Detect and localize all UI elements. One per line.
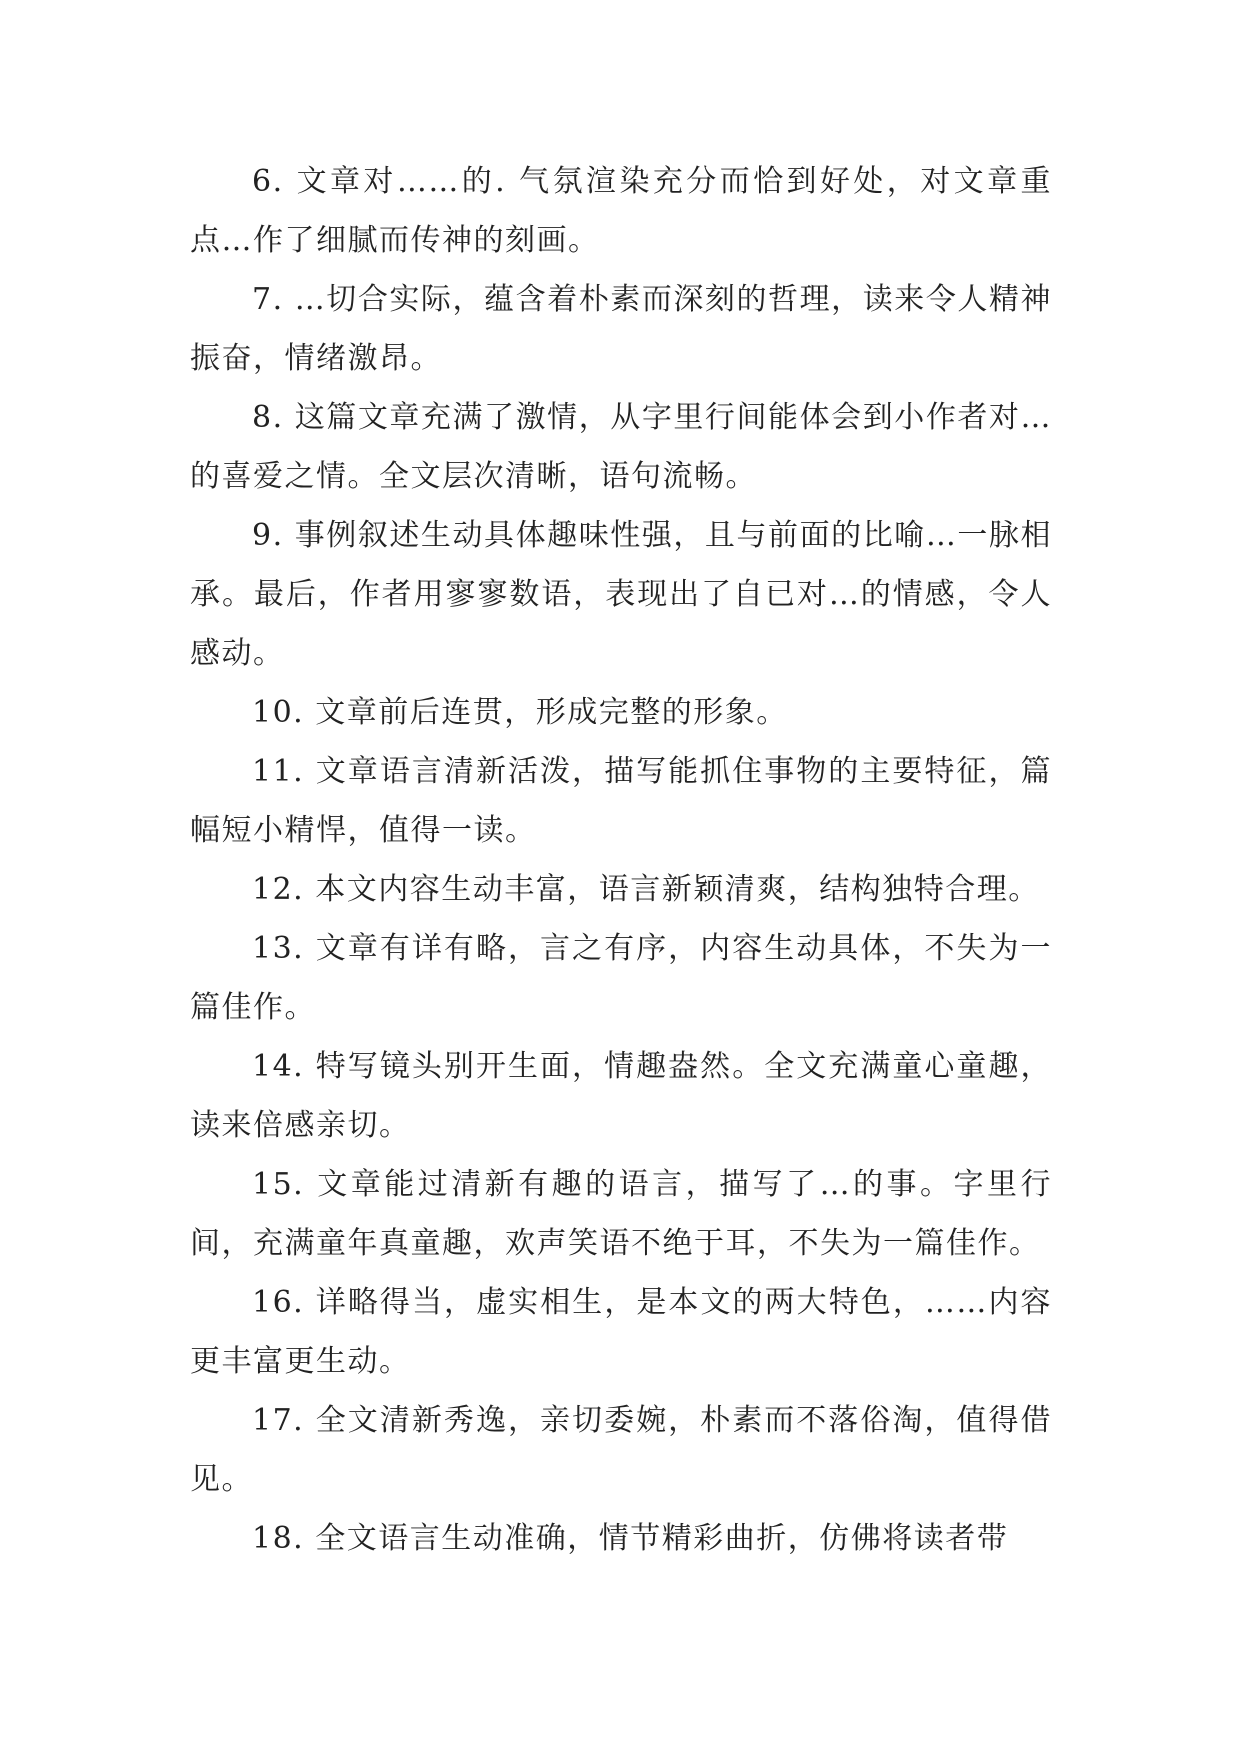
comment-paragraph-9: 9. 事例叙述生动具体趣味性强，且与前面的比喻…一脉相承。最后，作者用寥寥数语，表现出了自已对…的情感，令人感动。 xyxy=(190,518,1052,671)
comment-paragraph-8: 8. 这篇文章充满了激情，从字里行间能体会到小作者对…的喜爱之情。全文层次清晰，语句流畅。 xyxy=(190,400,1052,494)
comment-paragraph-17: 17. 全文清新秀逸，亲切委婉，朴素而不落俗淘，值得借见。 xyxy=(190,1403,1052,1497)
comment-paragraph-6: 6. 文章对……的. 气氛渲染充分而恰到好处，对文章重点…作了细腻而传神的刻画。 xyxy=(190,164,1052,258)
comment-paragraph-11: 11. 文章语言清新活泼，描写能抓住事物的主要特征，篇幅短小精悍，值得一读。 xyxy=(190,754,1052,848)
comment-paragraph-7: 7. …切合实际，蕴含着朴素而深刻的哲理，读来令人精神振奋，情绪激昂。 xyxy=(190,282,1052,376)
comment-paragraph-14: 14. 特写镜头别开生面，情趣盎然。全文充满童心童趣，读来倍感亲切。 xyxy=(190,1049,1052,1143)
comment-paragraph-16: 16. 详略得当，虚实相生，是本文的两大特色，……内容更丰富更生动。 xyxy=(190,1285,1052,1379)
comment-paragraph-13: 13. 文章有详有略，言之有序，内容生动具体，不失为一篇佳作。 xyxy=(190,931,1052,1025)
document-body xyxy=(190,152,1052,1568)
comment-paragraph-15: 15. 文章能过清新有趣的语言，描写了…的事。字里行间，充满童年真童趣，欢声笑语不绝于耳，不失为一篇佳作。 xyxy=(190,1167,1052,1261)
comment-paragraph-18: 18. 全文语言生动准确，情节精彩曲折，仿佛将读者带 xyxy=(252,1521,1009,1556)
comment-paragraph-12: 12. 本文内容生动丰富，语言新颖清爽，结构独特合理。 xyxy=(252,872,1040,907)
comment-paragraph-10: 10. 文章前后连贯，形成完整的形象。 xyxy=(252,695,788,730)
